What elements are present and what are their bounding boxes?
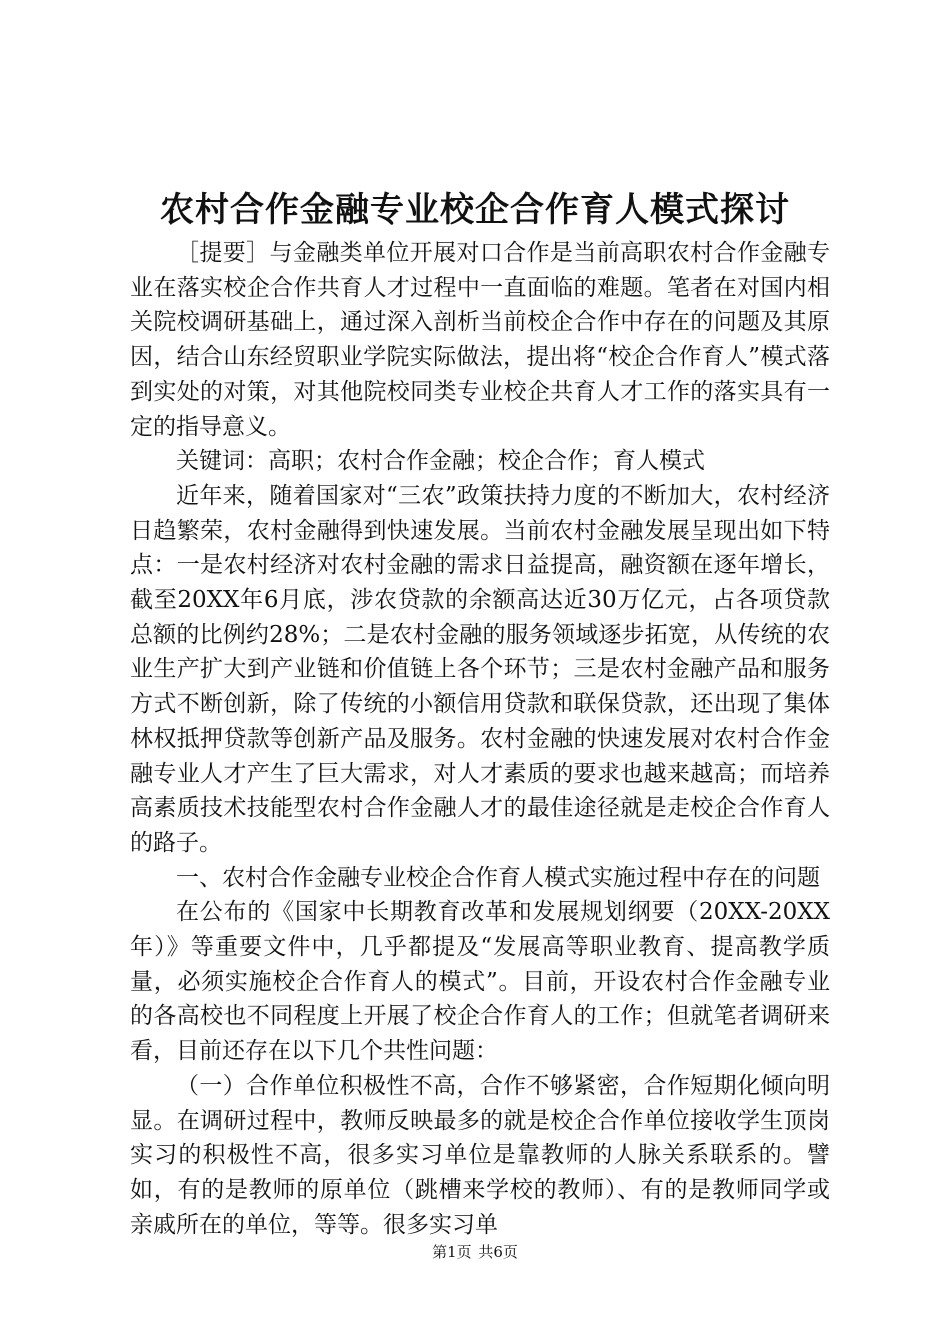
keywords-paragraph: 关键词：高职；农村合作金融；校企合作；育人模式 — [176, 448, 705, 475]
document-title: 农村合作金融专业校企合作育人模式探讨 — [160, 190, 790, 230]
body-paragraph: 在公布的《国家中长期教育改革和发展规划纲要（20XX-20XX年）》等重要文件中，几乎都提及“发展高等职业教育、提高教学质量，必须实施校企合作育人的模式”。目前，开设农村合作金融专业的各高校也不同程度上开展了校企合作育人的工作；但就笔者调研来看，目前还存在以下几个共性问题： — [130, 899, 830, 1065]
page-total: 共6页 — [478, 1243, 518, 1261]
body-paragraph: （一）合作单位积极性不高，合作不够紧密，合作短期化倾向明显。在调研过程中，教师反映最多的就是校企合作单位接收学生顶岗实习的积极性不高，很多实习单位是靠教师的人脉关系联系的。譬如，有的是教师的原单位（跳槽来学校的教师）、有的是教师同学或亲戚所在的单位，等等。很多实习单 — [130, 1072, 830, 1238]
abstract-paragraph: ［提要］与金融类单位开展对口合作是当前高职农村合作金融专业在落实校企合作共育人才过程中一直面临的难题。笔者在对国内相关院校调研基础上，通过深入剖析当前校企合作中存在的问题及其原因，结合山东经贸职业学院实际做法，提出将“校企合作育人”模式落到实处的对策，对其他院校同类专业校企共育人才工作的落实具有一定的指导意义。 — [130, 240, 830, 440]
section-heading: 一、农村合作金融专业校企合作育人模式实施过程中存在的问题 — [176, 864, 820, 891]
page-number: 第1页 — [432, 1243, 472, 1261]
document-body — [130, 236, 830, 1242]
page-footer — [0, 1242, 950, 1262]
intro-paragraph: 近年来，随着国家对“三农”政策扶持力度的不断加大，农村经济日趋繁荣，农村金融得到快速发展。当前农村金融发展呈现出如下特点：一是农村经济对农村金融的需求日益提高，融资额在逐年增长，截至20XX年6月底，涉农贷款的余额高达近30万亿元，占各项贷款总额的比例约28%；二是农村金融的服务领域逐步拓宽，从传统的农业生产扩大到产业链和价值链上各个环节；三是农村金融产品和服务方式不断创新，除了传统的小额信用贷款和联保贷款，还出现了集体林权抵押贷款等创新产品及服务。农村金融的快速发展对农村合作金融专业人才产生了巨大需求，对人才素质的要求也越来越高；而培养高素质技术技能型农村合作金融人才的最佳途径就是走校企合作育人的路子。 — [130, 482, 830, 856]
